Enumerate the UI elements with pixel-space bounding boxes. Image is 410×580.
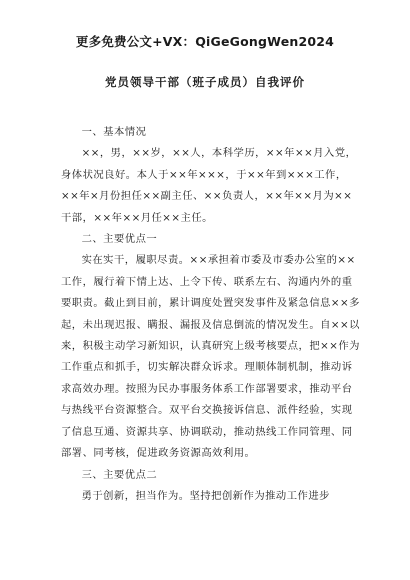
- promo-header: 更多免费公文+VX：QiGeGongWen2024: [75, 34, 335, 49]
- section-paragraph: 勇于创新，担当作为。坚持把创新作为推动工作进步: [81, 489, 330, 502]
- document-title: 党员领导干部（班子成员）自我评价: [105, 75, 305, 89]
- section-heading-strength-one: 二、主要优点一: [81, 233, 158, 246]
- document-body: [61, 122, 361, 507]
- section-paragraph: 实在实干，履职尽责。××承担着市委及市委办公室的××工作，履行着下情上达、上令下传、联系左右、沟通内外的重要职责。截止到目前，累计调度处置突发事件及紧急信息××多起，未出现迟报、瞒报、漏报及信息倒流的情况发生。自××以来，积极主动学习新知识，认真研究上级考核要点，把××作为工作重点和抓手，切实解决群众诉求。理顺体制机制，推动诉求高效办理。按照为民办事服务体系工作部署要求，推动平台与热线平台资源整合。双平台交换接诉信息、派件经验，实现了信息互通、资源共享、协调联动，推动热线工作同管理、同部署、同考核，促进政务资源高效利用。: [61, 254, 360, 460]
- section-heading-basic-info: 一、基本情况: [81, 126, 147, 138]
- section-paragraph: ××，男，××岁，××人，本科学历，××年××月入党，身体状况良好。本人于××年×××，于××年到×××工作，××年×月份担任××副主任、××负责人，××年××月为××干部，××年××月任××主任。: [61, 147, 357, 224]
- section-heading-strength-two: 三、主要优点二: [81, 468, 158, 481]
